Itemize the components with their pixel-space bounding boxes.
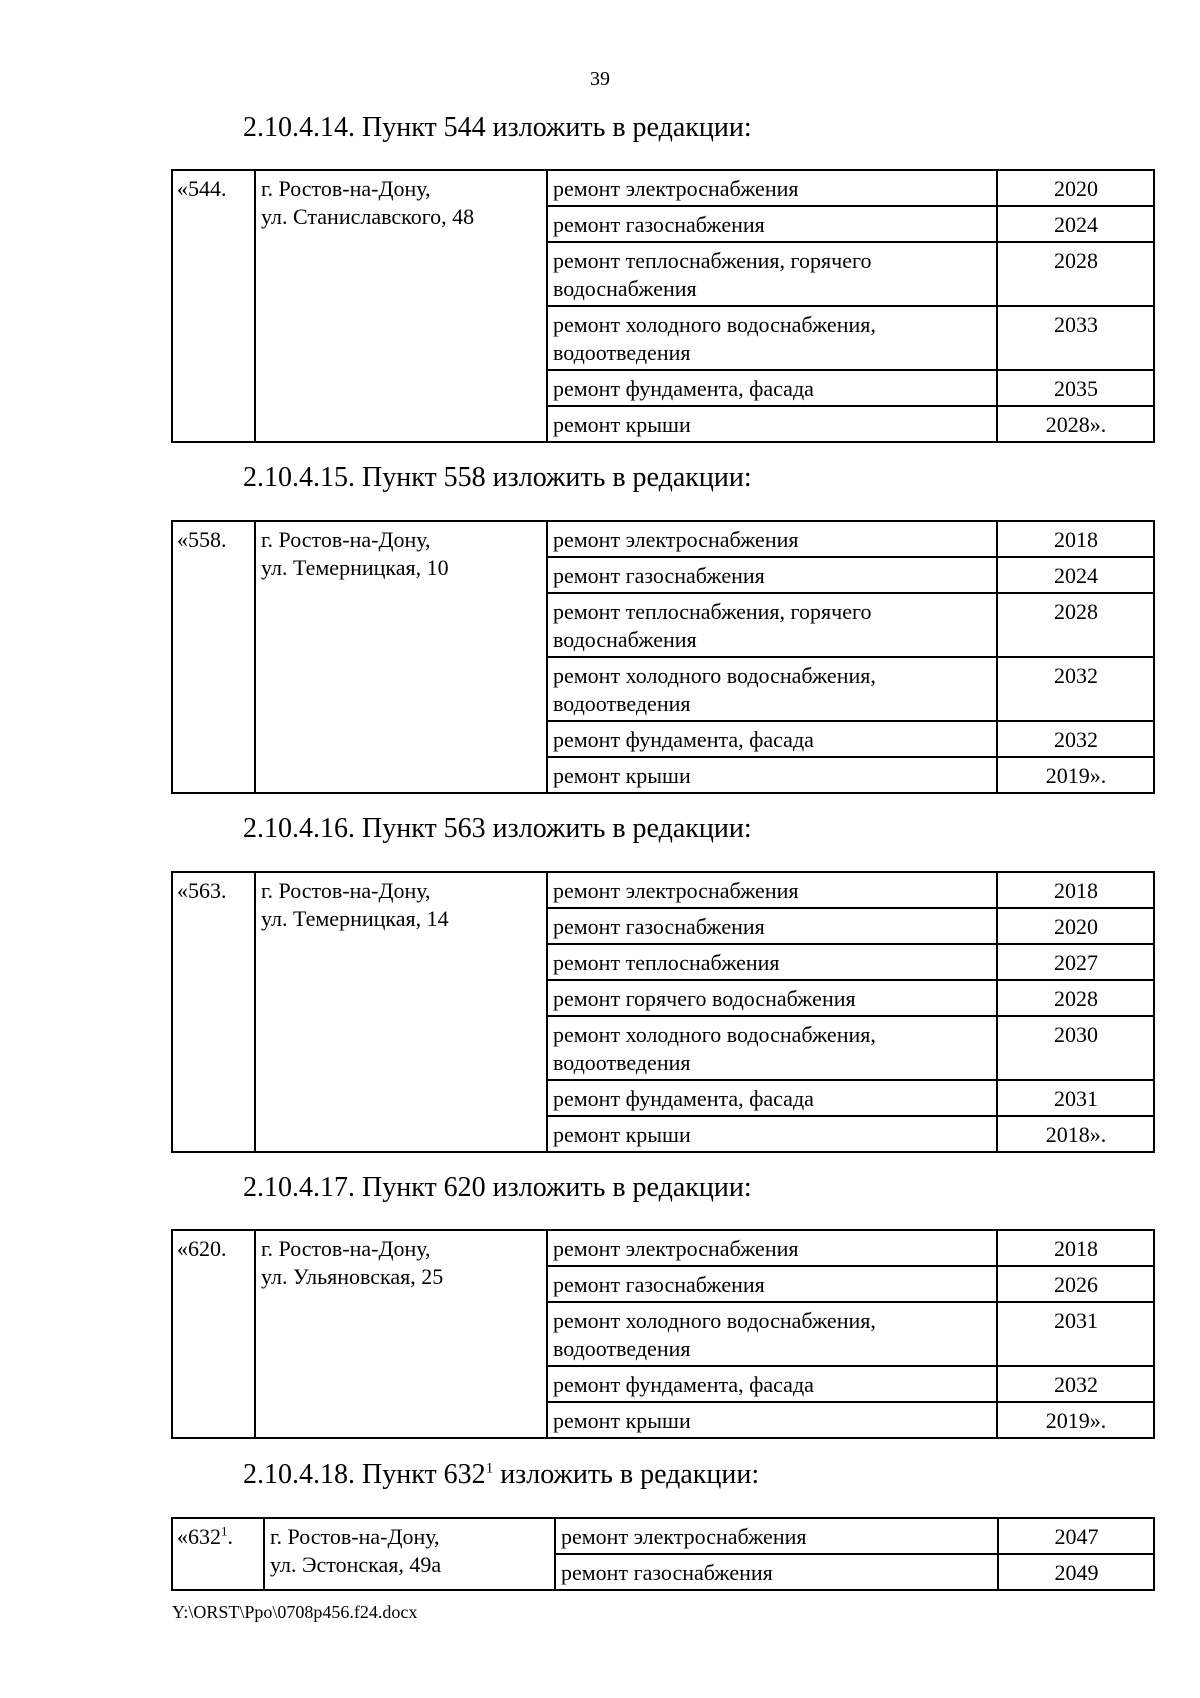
work-cell: ремонт электроснабжения [555,1518,998,1554]
year-cell: 2031 [997,1302,1154,1366]
item-address: г. Ростов-на-Дону, ул. Темерницкая, 14 [255,872,547,1152]
year-cell: 2018». [997,1116,1154,1152]
item-number: «563. [172,872,255,1152]
year-cell: 2026 [997,1266,1154,1302]
work-cell: ремонт электроснабжения [547,872,997,908]
section-heading: 2.10.4.18. Пункт $632^1$ изложить в редакции: [243,1459,760,1490]
item-address: г. Ростов-на-Дону, ул. Темерницкая, 10 [255,521,547,793]
year-cell: 2018 [997,521,1154,557]
work-cell: ремонт электроснабжения [547,521,997,557]
item-address: г. Ростов-на-Дону, ул. Станиславского, 48 [255,170,547,442]
work-cell: ремонт газоснабжения [555,1554,998,1590]
year-cell: 2028 [997,242,1154,306]
section-heading: 2.10.4.14. Пункт 544 изложить в редакции: [243,112,752,143]
work-cell: ремонт холодного водоснабжения, водоотведения [547,306,997,370]
year-cell: 2020 [997,170,1154,206]
year-cell: 2032 [997,657,1154,721]
item-address: г. Ростов-на-Дону, ул. Ульяновская, 25 [255,1230,547,1438]
work-cell: ремонт электроснабжения [547,170,997,206]
year-cell: 2024 [997,557,1154,593]
work-cell: ремонт газоснабжения [547,206,997,242]
heading-superscript: 1 [485,1460,494,1477]
year-cell: 2019». [997,1402,1154,1438]
work-cell: ремонт крыши [547,1402,997,1438]
section-heading: 2.10.4.17. Пункт 620 изложить в редакции: [243,1172,752,1203]
section-heading: 2.10.4.16. Пункт 563 изложить в редакции: [243,813,752,844]
work-cell: ремонт газоснабжения [547,908,997,944]
work-cell: ремонт фундамента, фасада [547,1366,997,1402]
item-number: «544. [172,170,255,442]
year-cell: 2035 [997,370,1154,406]
work-cell: ремонт крыши [547,757,997,793]
year-cell: 2027 [997,944,1154,980]
work-cell: ремонт крыши [547,1116,997,1152]
item-number: «620. [172,1230,255,1438]
year-cell: 2031 [997,1080,1154,1116]
item-number: «$632^1$. [172,1518,264,1590]
item-table [171,871,1155,1153]
item-table [171,1517,1155,1591]
file-path-footer: Y:\ORST\Ppo\0708p456.f24.docx [172,1602,418,1622]
year-cell: 2019». [997,757,1154,793]
year-cell: 2047 [998,1518,1154,1554]
year-cell: 2032 [997,1366,1154,1402]
year-cell: 2028 [997,980,1154,1016]
section-heading: 2.10.4.15. Пункт 558 изложить в редакции: [243,462,752,493]
year-cell: 2020 [997,908,1154,944]
year-cell: 2028». [997,406,1154,442]
work-cell: ремонт газоснабжения [547,557,997,593]
work-cell: ремонт горячего водоснабжения [547,980,997,1016]
work-cell: ремонт теплоснабжения, горячего водоснабжения [547,593,997,657]
year-cell: 2028 [997,593,1154,657]
item-table [171,1229,1155,1439]
year-cell: 2033 [997,306,1154,370]
work-cell: ремонт фундамента, фасада [547,721,997,757]
work-cell: ремонт фундамента, фасада [547,1080,997,1116]
year-cell: 2030 [997,1016,1154,1080]
work-cell: ремонт холодного водоснабжения, водоотведения [547,1016,997,1080]
work-cell: ремонт теплоснабжения [547,944,997,980]
work-cell: ремонт теплоснабжения, горячего водоснабжения [547,242,997,306]
work-cell: ремонт крыши [547,406,997,442]
item-table [171,520,1155,794]
year-cell: 2018 [997,1230,1154,1266]
work-cell: ремонт холодного водоснабжения, водоотведения [547,1302,997,1366]
work-cell: ремонт холодного водоснабжения, водоотведения [547,657,997,721]
work-cell: ремонт электроснабжения [547,1230,997,1266]
item-address: г. Ростов-на-Дону, ул. Эстонская, 49а [264,1518,555,1590]
work-cell: ремонт фундамента, фасада [547,370,997,406]
item-table [171,169,1155,443]
year-cell: 2049 [998,1554,1154,1590]
year-cell: 2018 [997,872,1154,908]
year-cell: 2032 [997,721,1154,757]
page-number: 39 [590,68,610,90]
work-cell: ремонт газоснабжения [547,1266,997,1302]
item-number: «558. [172,521,255,793]
year-cell: 2024 [997,206,1154,242]
